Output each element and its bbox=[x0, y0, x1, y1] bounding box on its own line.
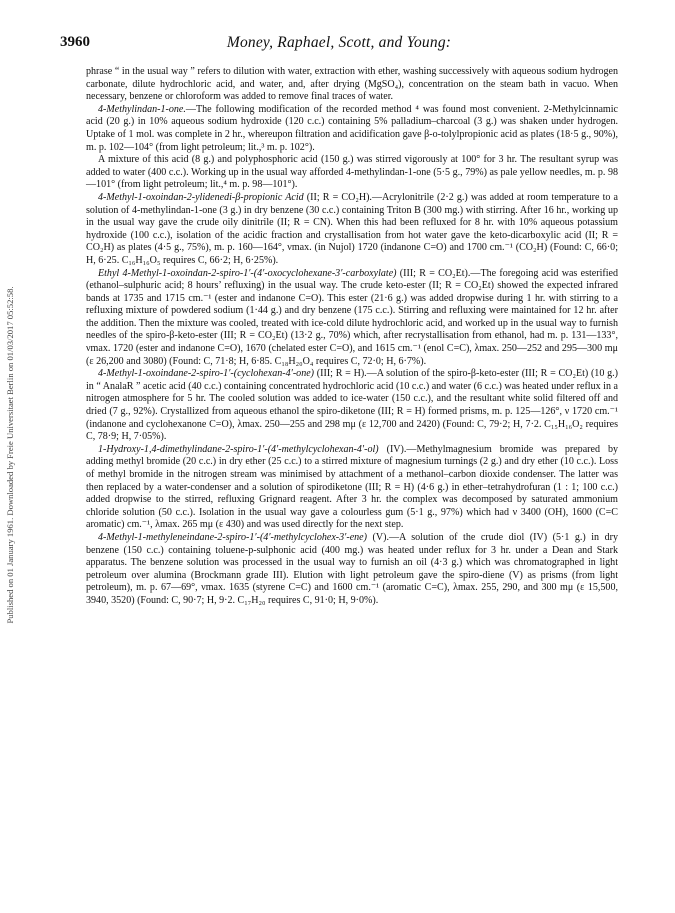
paragraph-text: A mixture of this acid (8 g.) and polyphosphoric acid (150 g.) was stirred vigorously at 100° for 3 hr. The resultant syrup was added to water (400 c.c.). Working up in the usual way afforded 4-methylindan-1-one (5·5 g., 79%) as pale yellow needles, m. p. 98—101° (from light petroleum; lit.,⁴ m. p. 98—101°). bbox=[86, 154, 618, 191]
section-title: 4-Methyl-1-methyleneindane-2-spiro-1′-(4′-methylcyclohex-3′-ene) bbox=[98, 531, 367, 543]
body-text bbox=[86, 66, 618, 608]
paragraph-usual-way bbox=[86, 66, 618, 104]
page-number: 3960 bbox=[60, 34, 90, 50]
paragraph-text: (III; R = H).—A solution of the spiro-β-keto-ester (III; R = CO₂Et) (10 g.) in “ AnalaR ” acetic acid (40 c.c.) containing concentrated hydrochloric acid (10 c.c.) and water (6 c.c.) was heated under reflux in a nitrogen atmosphere for 5 hr. The cooled solution was added to ice-water (150 c.c.), and the resultant white solid filtered off and dried (7 g., 92%). Crystallized from aqueous ethanol the spiro-diketone (III; R = H) formed prisms, m. p. 125—126°, ν 1720 cm.⁻¹ (indanone and cyclohexanone C=O), λmax. 250—255 and 298 mμ (ε 12,700 and 2420) (Found: C, 79·2; H, 7·2. C₁₅H₁₆O₂ requires C, 78·9; H, 7·05%). bbox=[86, 368, 618, 443]
section-title: 4-Methyl-1-oxoindane-2-spiro-1′-(cyclohexan-4′-one) bbox=[98, 368, 315, 380]
section-title: Ethyl 4-Methyl-1-oxoindan-2-spiro-1′-(4′-oxocyclohexane-3′-carboxylate) bbox=[98, 267, 397, 279]
page-header bbox=[60, 34, 618, 56]
paragraph-spirodiene bbox=[86, 532, 618, 608]
paragraph-spiro-diketone bbox=[86, 368, 618, 444]
paragraph-text: phrase “ in the usual way ” refers to dilution with water, extraction with ether, washing successively with aqueous sodium hydrogen carbonate, dilute hydrochloric acid, and water, and, after drying (MgSO₄), concentration on the steam bath in vacuo. When necessary, benzene or chloroform was added to remove final traces of water. bbox=[86, 66, 618, 103]
paragraph-text: (II; R = CO₂H).—Acrylonitrile (2·2 g.) was added at room temperature to a solution of 4-methylindan-1-one (3 g.) in dry benzene (30 c.c.) containing Triton B (300 mg.) with stirring. After 16 hr., working up in the usual way gave the crude oily dinitrile (II; R = CN). When this had been refluxed for 8 hr. with 10% aqueous potassium hydroxide (100 c.c.), isolation of the acidic fraction and crystallisation from hot water gave the keto-dicarboxylic acid (II; R = CO₂H) as plates (4·5 g., 75%), m. p. 160—164°, νmax. (in Nujol) 1720 (indanone C=O) and 1700 cm.⁻¹ (CO₂H) (Found: C, 66·0; H, 6·25. C₁₆H₁₆O₅ requires C, 66·2; H, 6·25%). bbox=[86, 191, 618, 266]
download-watermark bbox=[2, 150, 18, 760]
section-title: 1-Hydroxy-1,4-dimethylindane-2-spiro-1′-(4′-methylcyclohexan-4′-ol) bbox=[98, 443, 379, 455]
paragraph-text: (III; R = CO₂Et).—The foregoing acid was esterified (ethanol–sulphuric acid; 8 hours’ refluxing) in the usual way. The crude keto-ester (II; R = CO₂Et) showed the expected infrared bands at 1735 and 1715 cm.⁻¹ (ester and indanone C=O). This ester (21·6 g.) was added dropwise during 1 hr. with stirring to a refluxing mixture of powdered sodium (1·44 g.) and dry benzene (175 c.c.). Stirring and refluxing were maintained for 12 hr. after the addition. Then the mixture was cooled, treated with ice-cold dilute hydrochloric acid, and worked up in the usual way to furnish needles of the spiro-β-keto-ester (III; R = CO₂Et) (13·2 g., 70%) which, after recrystallisation from ethanol, had m. p. 131—133°, νmax. 1720 (ester and indanone C=O), 1670 (chelated ester C=O), and 1615 cm.⁻¹ (enol C=C), λmax. 250—252 and 295—300 mμ (ε 26,200 and 3080) (Found: C, 71·8; H, 6·85. C₁₈H₂₀O₄ requires C, 72·0; H, 6·7%). bbox=[86, 267, 618, 367]
download-watermark-text: Published on 01 January 1961. Downloaded by Freie Universitaet Berlin on 01/03/2017 05:52:58. bbox=[5, 286, 15, 624]
paragraph-propionic-acid bbox=[86, 192, 618, 268]
paragraph-text: (V).—A solution of the crude diol (IV) (5·1 g.) in dry benzene (150 c.c.) containing toluene-p-sulphonic acid (400 mg.) was heated under reflux for 3 hr. under a Dean and Stark apparatus. The benzene solution was processed in the usual way to furnish an oil (4·3 g.) which was chromatographed in light petroleum over alumina (Brockmann grade III). Elution with light petroleum gave the spiro-diene (V) as prisms (from light petroleum), m. p. 67—69°, νmax. 1635 (styrene C=C) and 1600 cm.⁻¹ (aromatic C=C), λmax. 255, 290, and 300 mμ (ε 15,500, 3940, 3520) (Found: C, 90·7; H, 9·2. C₁₇H₂₀ requires C, 91·0; H, 9·0%). bbox=[86, 531, 618, 606]
section-title: 4-Methyl-1-oxoindan-2-ylidenedi-β-propionic Acid bbox=[98, 191, 304, 203]
paragraph-ethyl-ester bbox=[86, 268, 618, 369]
paragraph-methylindanone bbox=[86, 104, 618, 154]
paragraph-hydroxy bbox=[86, 444, 618, 532]
running-title: Money, Raphael, Scott, and Young: bbox=[226, 34, 452, 51]
paragraph-text: —The following modification of the recorded method ⁴ was found most convenient. 2-Methylcinnamic acid (20 g.) in 10% aqueous sodium hydroxide (120 c.c.) containing 5% palladium–charcoal (3 g.) was shaken under hydrogen. Uptake of 1 mol. was complete in 2 hr., whereupon filtration and acidification gave β-o-tolylpropionic acid as plates (18·5 g., 90%), m. p. 102—104° (from light petroleum; lit.,³ m. p. 102°). bbox=[86, 103, 618, 153]
paragraph-text: (IV).—Methylmagnesium bromide was prepared by adding methyl bromide (20 c.c.) in dry ether (25 c.c.) to a stirred mixture of magnesium turnings (2 g.) and dry ether (10 c.c.). Loss of methyl bromide in the nitrogen stream was minimised by attachment of a methanol–carbon dioxide condenser. The latter was then replaced by a water-condenser and a solution of spirodiketone (III; R = H) (4·6 g.) in ether–tetrahydrofuran (1 : 1; 100 c.c.) added dropwise to the stirred, refluxing Grignard reagent. After 3 hr. the complex was decomposed by saturated ammonium chloride solution (50 c.c.). Isolation in the usual way gave a colourless gum (5·1 g., 97%) which had ν 3400 (OH), 1600 (C=C aromatic) cm.⁻¹, λmax. 265 mμ (ε 430) and was used directly for the next step. bbox=[86, 443, 618, 531]
section-title: 4-Methylindan-1-one. bbox=[98, 103, 186, 115]
paragraph-polyphosphoric bbox=[86, 154, 618, 192]
